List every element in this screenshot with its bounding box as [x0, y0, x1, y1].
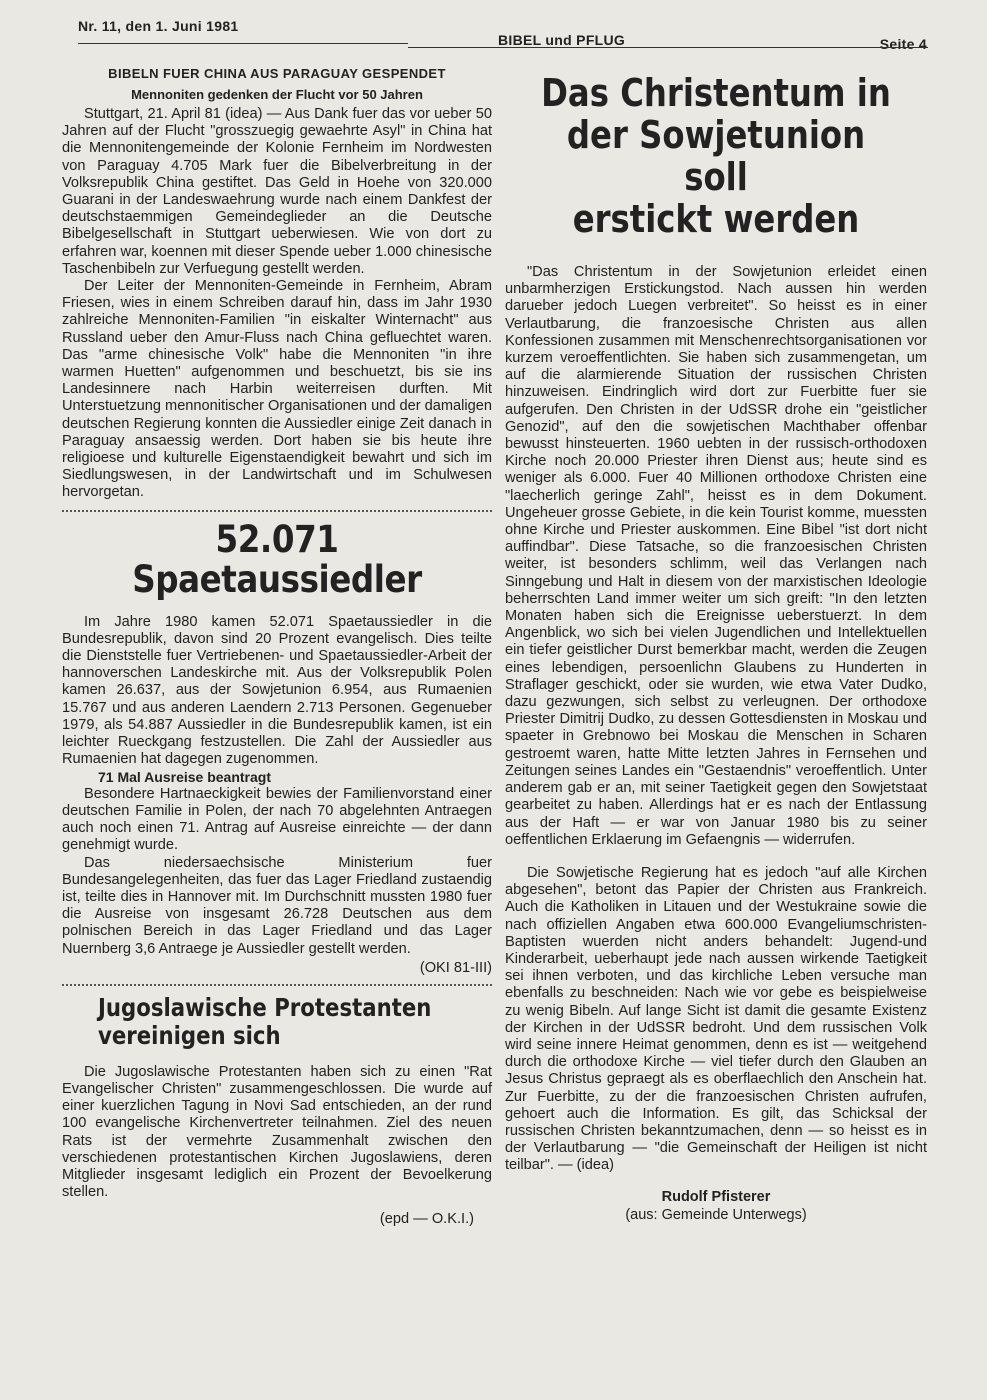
article-spaetaussiedler [62, 517, 492, 976]
paragraph: Stuttgart, 21. April 81 (idea) — Aus Dank fuer das vor ueber 50 Jahren auf der Flucht "grosszuegig gewaehrte Asyl" in China hat die Mennonitengemeinde der Kolonie Fernheim im Nordwesten von Paraguay 4.705 Mark fuer die Bibelverbreitung in der Volksrepublik China gestiftet. Das Geld in Hoehe von 320.000 Guarani in der Landeswaehrung wurde nach einem Dankfest der deutschstaemmigen Gemeindeglieder an die Deutsche Bibelgesellschaft in Stuttgart ueberwiesen. Wie von dort zu erfahren war, koennen mit dieser Spende ueber 1.000 chinesische Taschenbibeln zur Verfuegung gestellt werden. [62, 106, 492, 277]
article-christentum-sowjetunion [505, 72, 927, 1223]
dotted-divider [62, 984, 492, 986]
page-number: Seite 4 [879, 36, 927, 52]
article-headline [537, 72, 896, 240]
article-author-source: (aus: Gemeinde Unterwegs) [625, 1206, 807, 1223]
article-body [62, 1064, 492, 1202]
paragraph: Die Jugoslawische Protestanten haben sich zu einen "Rat Evangelischer Christen" zusammengeschlossen. Die wurde auf einer kuerzlichen Tagung in Novi Sad entschieden, an der rund 100 evangelische Kirchenvertreter teilnahmen. Ziel des neuen Rats ist der vermehrte Zusammenhalt zwischen den verschiedenen protestantischen Kirchen Jugoslawiens, deren Mitglieder insgesamt lediglich ein Prozent der Bevoelkerung stellen. [62, 1063, 492, 1201]
article-subkicker: Mennoniten gedenken der Flucht vor 50 Jahren [131, 87, 423, 102]
article-bibeln-china [62, 66, 492, 502]
paragraph-gap [505, 849, 927, 865]
article-source: (OKI 81-III) [419, 959, 492, 976]
article-body [505, 264, 927, 1175]
headline-line: vereinigen sich [98, 1020, 281, 1050]
paragraph: Im Jahre 1980 kamen 52.071 Spaetaussiedler in die Bundesrepublik, davon sind 20 Prozent evangelisch. Dies teilte die Dienststelle fuer Vertriebenen- und Spaetaussiedler-Arbeit der hannoverschen Landeskirche mit. Aus der Volksrepublik Polen kamen 26.637, aus der Sowjetunion 6.954, aus Rumaenien 15.767 und aus anderen Laendern 2.713 Personen. Gegenueber 1979, als 54.887 Aussiedler in die Bundesrepublik kamen, ist ein leichter Rueckgang festzustellen. Die Zahl der Aussiedler aus Rumaenien hat dagegen zugenommen. [62, 613, 492, 768]
article-jugoslawische-protestanten [62, 994, 492, 1228]
issue-info: Nr. 11, den 1. Juni 1981 [78, 18, 239, 34]
headline-line: erstickt werden [572, 197, 860, 241]
dotted-divider [62, 510, 492, 512]
header-rule-left [78, 43, 408, 44]
headline-line: Jugoslawische Protestanten [98, 992, 432, 1022]
article-headline [98, 994, 433, 1050]
publication-name: BIBEL und PFLUG [498, 32, 626, 48]
header-rule-right [408, 47, 928, 48]
article-kicker: BIBELN FUER CHINA AUS PARAGUAY GESPENDET [108, 66, 446, 81]
left-column [62, 66, 492, 1227]
article-headline: 52.071 Spaetaussiedler [132, 517, 422, 601]
article-body [62, 106, 492, 502]
paragraph: Der Leiter der Mennoniten-Gemeinde in Fernheim, Abram Friesen, wies in einem Schreiben darauf hin, dass im Jahr 1930 zahlreiche Mennoniten-Familien "in eiskalter Winternacht" aus Russland ueber den Amur-Fluss nach China gefluechtet waren. Das "arme chinesische Volk" habe die Mennoniten "in ihre warmen Huetten" aufgenommen und beschuetzt, bis sie ins Landesinnere nach Harbin weiterreisen durften. Mit Unterstuetzung mennonitischer Organisationen und der damaligen deutschen Regierung konnten die Aussiedler einige Zeit danach in Paraguay ansaessig werden. Dort haben sie bis heute ihre religioese und kulturelle Eigenstaendigkeit bewahrt und sich im Siedlungswesen, in der Landwirtschaft und im Schulwesen hervorgetan. [62, 278, 492, 501]
paragraph: "Das Christentum in der Sowjetunion erleidet einen unbarmherzigen Erstickungstod. Nach aussen hin werden darueber jedoch Luegen verbreitet". So heisst es in einer Verlautbarung, die franzoesische Christen aus allen Konfessionen zusammen mit Menschenrechtsorganisationen vor kurzem veroeffentlichten. Sie haben sich zusammengetan, um auf die alarmierende Situation der russischen Christen hinzuweisen. Eindringlich wird dort zur Fuerbitte fuer sie aufgerufen. Den Christen in der UdSSR drohe ein "geistlicher Genozid", auf den die sowjetischen Machthaber offenbar bewusst hinsteuerten. 1960 uebten in der russisch-orthodoxen Kirche noch 20.000 Priester ihren Dienst aus; heute sind es weniger als 6.000. Fuer 40 Millionen orthodoxe Christen eine "laecherlich geringe Zahl", heisst es in dem Dokument. Ungeheuer grosse Gebiete, in die kein Tourist komme, muessten ohne Kirche und Priester auskommen. Eine Bibel "ist dort nicht auffindbar". Diese Tatsache, so die franzoesischen Christen weiter, ist besonders schlimm, weil das Verlangen nach Sinngebung und Halt in diesem von der marxistischen Ideologie beherrschten Land immer weiter um sich greift: "In den letzten Monaten haben sich die Ereignisse ueberstuerzt. In dem Angenblick, wo sich bei vielen Jugendlichen und Intellektuellen ein tiefer geistlicher Durst bemerkbar macht, werden die Zeugen eines lebendigen, persoenlichn Glaubens zu Hunderten in Straflager geschickt, oder sie wurden, wie etwa Vater Dudko, dazu gezwungen, sich selbst zu verleugnen. Der orthodoxe Priester Dimitrij Dudko, zu dessen Gottesdiensten in Moskau und spaeter in Grebnowo bei Moskau die Menschen in Scharen gestroemt waren, hatte Mitte letzten Jahres in Fernsehen und Zeitungen seines Landes ein "Gestaendnis" veroeffentlich. Unter anderem gab er an, mit seiner Taetigkeit gegen den Sowjetstaat gearbeitet zu haben. Allerdings hat er es nach der Entlassung aus der Haft — er war von Januar 1980 bis zu seiner oeffentlichen Erklaerung im Gefaengnis — widerrufen. [505, 264, 927, 848]
paragraph: Das niedersaechsische Ministerium fuer Bundesangelegenheiten, das fuer das Lager Friedland zustaendig ist, teilte dies in Hannover mit. Im Durchschnitt mussten 1980 fuer die Ausreise von insgesamt 26.728 Deutschen aus dem polnischen Bereich in das Lager Friedland und das Lager Nuernberg 3,6 Antraege je Aussiedler gestellt werden. [62, 854, 492, 957]
paragraph: Besondere Hartnaeckigkeit bewies der Familienvorstand einer deutschen Familie in Polen, der nach 70 abgelehnten Antraegen auch noch einen 71. Antrag auf Ausreise einreichte — der dann genehmigt wurde. [62, 785, 492, 854]
headline-line: Das Christentum in [541, 71, 891, 115]
article-subhead: 71 Mal Ausreise beantragt [98, 768, 271, 785]
article-author: Rudolf Pfisterer [661, 1188, 771, 1205]
article-body [62, 614, 492, 958]
paragraph: Die Sowjetische Regierung hat es jedoch "auf alle Kirchen abgesehen", betont das Papier der Christen aus Frankreich. Auch die Katholiken in Litauen und der Westukraine sowie die nach offiziellen Angaben etwa 600.000 Evangeliumschristen-Baptisten wuerden nicht anders behandelt: Jugend-und Kinderarbeit, ueberhaupt jede nach aussen wirkende Taetigkeit sei ihnen verboten, und das kirchliche Leben versuche man ebenfalls zu beschneiden: Nach wie vor gebe es beispielweise zu wenig Bibeln. Auf lange Sicht ist damit die gesamte Existenz der Kirchen in der UdSSR bedroht. Und dem russischen Volk wird seine innere Heimat genommen, denn es ist — weitgehend durch die orthodoxe Kirche — viel tiefer durch den Glauben an Jesus Christus gepraegt als es oberflaechlich den Anschein hat. Zur Fuerbitte, zu der die franzoesischen Christen aufrufen, gehoert auch die Information. Es gilt, das Schicksal der russischen Christen bekanntzumachen, denn — so heisst es in der Verlautbarung — "die Gemeinschaft der Heiligen ist nicht teilbar". — (idea) [505, 864, 927, 1174]
article-source: (epd — O.K.I.) [379, 1211, 474, 1228]
headline-line: der Sowjetunion soll [566, 113, 866, 199]
right-column [505, 72, 927, 1223]
